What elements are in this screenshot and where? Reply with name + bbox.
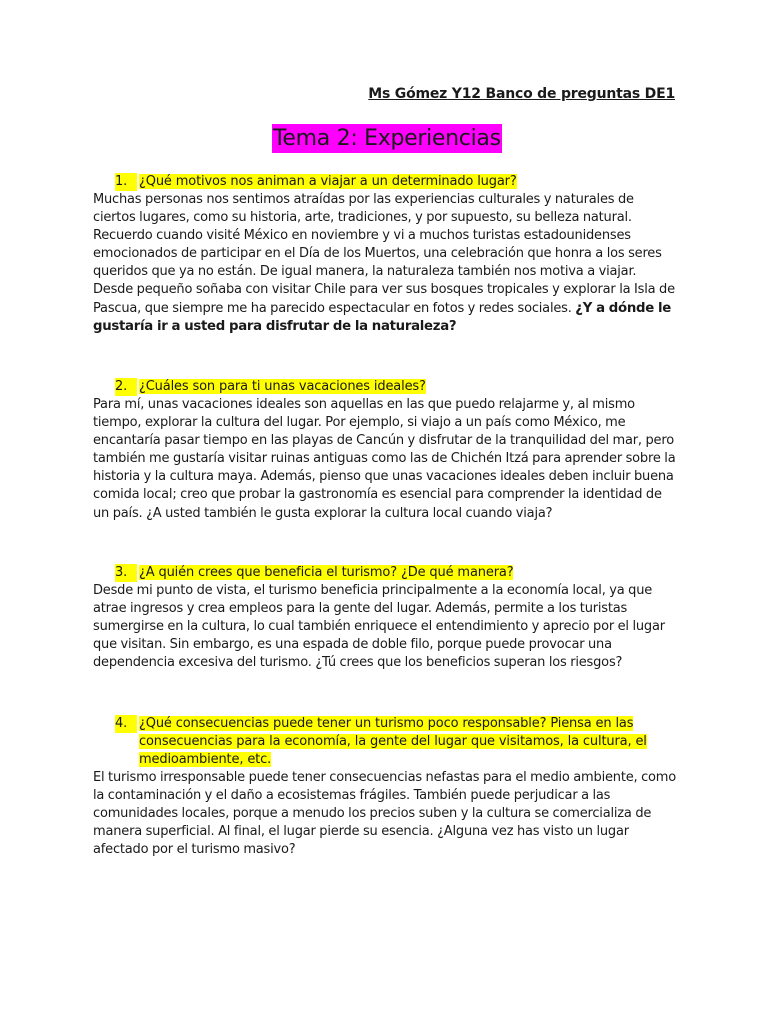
course-header: Ms Gómez Y12 Banco de preguntas DE1 — [368, 86, 675, 102]
question-1 — [93, 173, 678, 191]
answer-4: El turismo irresponsable puede tener consecuencias nefastas para el medio ambiente, como la contaminación y el daño a ecosistemas frágiles. También puede perjudicar a las comunidades locales, porque a menudo los precios suben y la cultura se comercializa de manera superficial. Al final, el lugar pierde su esencia. ¿Alguna vez has visto un lugar afectado por el turismo masivo? — [93, 770, 677, 858]
question-text: ¿Cuáles son para ti unas vacaciones ideales? — [139, 379, 426, 394]
answer-question-bold: ¿Y a dónde le gustaría ir a usted para disfrutar de la naturaleza? — [93, 300, 671, 334]
page-title: Tema 2: Experiencias — [273, 126, 501, 151]
answer-1 — [93, 191, 678, 336]
question-text: ¿Qué consecuencias puede tener un turismo poco responsable? Piensa en las consecuencias para la economía, la gente del lugar que visitamos, la cultura, el medioambiente, etc. — [139, 716, 647, 767]
question-number: 1. — [115, 173, 137, 191]
answer-3: Desde mi punto de vista, el turismo beneficia principalmente a la economía local, ya que atrae ingresos y crea empleos para la gente del lugar. Además, permite a los turistas sumergirse en la cultura, lo cual también enriquece el entendimiento y aprecio por el lugar que visitan. Sin embargo, es una espada de doble filo, porque puede provocar una dependencia excesiva del turismo. ¿Tú crees que los beneficios superan los riesgos? — [93, 583, 665, 671]
question-4 — [93, 715, 678, 769]
question-number: 3. — [115, 564, 137, 582]
question-block-4 — [93, 715, 678, 859]
question-2 — [93, 378, 678, 396]
question-block-2 — [93, 378, 678, 523]
answer-text: Muchas personas nos sentimos atraídas por las experiencias culturales y naturales de ciertos lugares, como su historia, arte, tradiciones, y por supuesto, su belleza natural. Recuerdo cuando visité México en noviembre y vi a muchos turistas estadounidenses emocionados de participar en el Día de los Muertos, una celebración que honra a los seres queridos que ya no están. De igual manera, la naturaleza también nos motiva a viajar. Desde pequeño soñaba con visitar Chile para ver sus bosques tropicales y explorar la Isla de Pascua, que siempre me ha parecido espectacular en fotos y redes sociales. — [93, 192, 675, 316]
answer-2: Para mí, unas vacaciones ideales son aquellas en las que puedo relajarme y, al mismo tiempo, explorar la cultura del lugar. Por ejemplo, si viajo a un país como México, me encantaría pasar tiempo en las playas de Cancún y disfrutar de la tranquilidad del mar, pero también me gustaría visitar ruinas antiguas como las de Chichén Itzá para aprender sobre la historia y la cultura maya. Además, pienso que unas vacaciones ideales deben incluir buena comida local; creo que probar la gastronomía es esencial para comprender la identidad de un país. ¿A usted también le gusta explorar la cultura local cuando viaja? — [93, 397, 676, 521]
question-block-1 — [93, 173, 678, 336]
question-text: ¿Qué motivos nos animan a viajar a un determinado lugar? — [139, 174, 517, 189]
question-number: 2. — [115, 378, 137, 396]
question-text: ¿A quién crees que beneficia el turismo? ¿De qué manera? — [139, 565, 514, 580]
question-block-3 — [93, 564, 678, 672]
question-number: 4. — [115, 715, 137, 733]
question-3 — [93, 564, 678, 582]
